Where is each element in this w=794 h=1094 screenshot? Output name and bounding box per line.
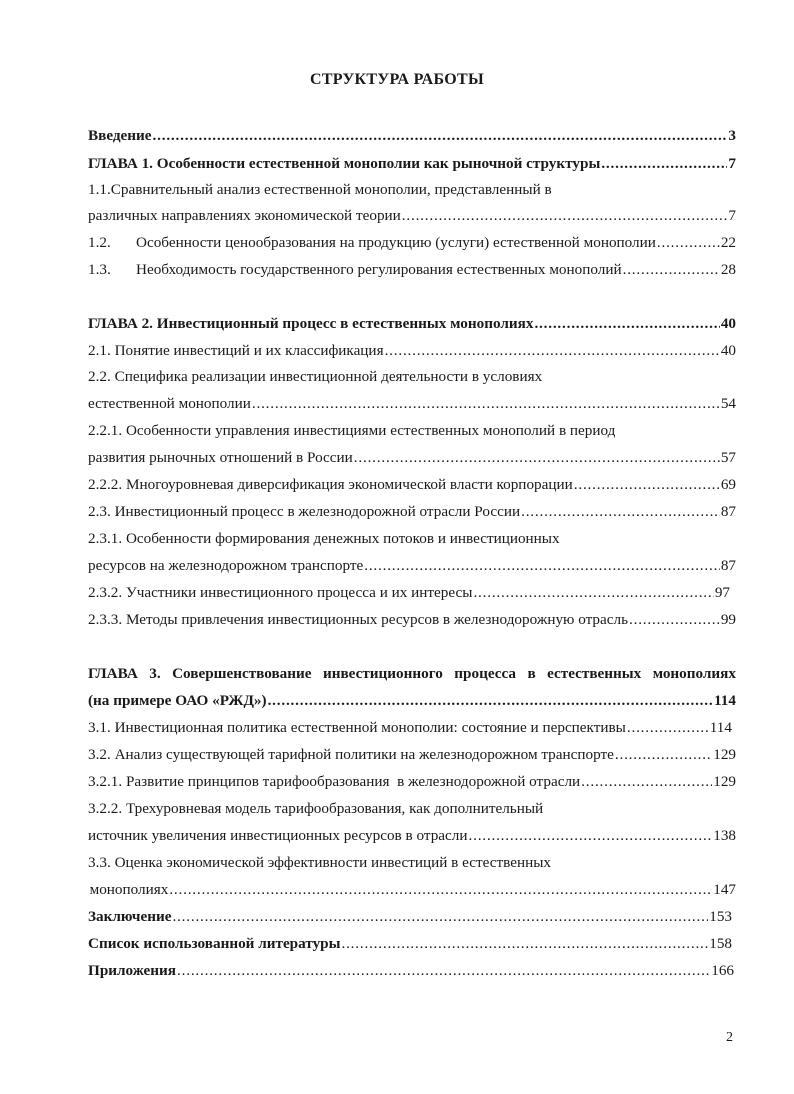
toc-entry-3-3-line1: 3.3. Оценка экономической эффективности инвестиций в естественных: [88, 854, 552, 871]
page-number: 2: [726, 1030, 733, 1045]
toc-page: 97: [714, 584, 730, 601]
toc-leader: [364, 556, 720, 576]
toc-word: процесса: [454, 665, 517, 682]
toc-entry-chapter-1: [88, 154, 736, 174]
toc-entry-2-3-3: [88, 610, 736, 630]
toc-leader: [623, 260, 720, 280]
toc-page: 166: [711, 962, 734, 979]
toc-entry-1-3: [88, 260, 736, 280]
toc-leader: [268, 691, 713, 711]
toc-entry-2-2-1-line1: 2.2.1. Особенности управления инвестициями естественных монополий в период: [88, 422, 616, 439]
toc-entry-chapter-3-line2: [88, 691, 736, 711]
toc-label: ГЛАВА 2. Инвестиционный процесс в естественных монополиях: [88, 315, 534, 332]
toc-entry-2-2-line2: [88, 394, 736, 414]
toc-page: 7: [728, 207, 736, 224]
toc-entry-2-2-1-line2: [88, 448, 736, 468]
toc-page: 153: [709, 908, 732, 925]
toc-entry-1-2: [88, 233, 736, 253]
toc-number: 1.1.: [88, 181, 111, 198]
toc-page: 129: [713, 746, 736, 763]
toc-leader: [473, 583, 713, 603]
toc-label: 2.3. Инвестиционный процесс в железнодорожной отрасли России: [88, 503, 521, 520]
toc-entry-1-1-line1: [88, 180, 736, 200]
toc-label: Список использованной литературы: [88, 935, 341, 952]
toc-entry-chapter-2: [88, 314, 736, 334]
page-title: СТРУКТУРА РАБОТЫ: [309, 71, 485, 88]
toc-leader: [177, 961, 710, 981]
toc-entry-appendix: [88, 961, 734, 981]
toc-label: 2.1. Понятие инвестиций и их классификация: [88, 342, 384, 359]
toc-page: 69: [720, 476, 736, 493]
toc-entry-1-1-line2: [88, 206, 736, 226]
toc-page: 40: [720, 315, 736, 332]
toc-entry-2-1: [88, 341, 736, 361]
toc-label: развития рыночных отношений в России: [88, 449, 353, 466]
toc-leader: [341, 934, 708, 954]
toc-leader: [521, 502, 720, 522]
toc-label: монополиях: [89, 881, 169, 898]
toc-leader: [581, 772, 712, 792]
toc-label: Введение: [88, 127, 152, 144]
toc-label: (на примере ОАО «РЖД»): [88, 692, 267, 709]
toc-page: 138: [713, 827, 736, 844]
toc-leader: [469, 826, 713, 846]
toc-label: естественной монополии: [88, 395, 251, 412]
toc-label: ресурсов на железнодорожном транспорте: [88, 557, 364, 574]
toc-page: 40: [720, 342, 736, 359]
toc-entry-3-1: [88, 718, 732, 738]
toc-label: Сравнительный анализ естественной монополии, представленный в: [110, 181, 552, 198]
toc-entry-conclusion: [88, 907, 732, 927]
toc-page: 147: [713, 881, 736, 898]
toc-label: 3.1. Инвестиционная политика естественной монополии: состояние и перспективы: [88, 719, 626, 736]
toc-label: Особенности ценообразования на продукцию (услуги) естественной монополии: [136, 234, 656, 251]
toc-label: источник увеличения инвестиционных ресурсов в отрасли: [88, 827, 468, 844]
toc-word: 3.: [149, 665, 161, 682]
toc-entry-2-2-2: [88, 475, 736, 495]
toc-number: 1.2.: [88, 234, 111, 251]
toc-word: Совершенствование: [172, 665, 312, 682]
toc-leader: [534, 314, 719, 334]
toc-page: 22: [720, 234, 736, 251]
toc-entry-2-3-1-line2: [88, 556, 736, 576]
toc-leader: [601, 154, 727, 174]
toc-leader: [354, 448, 720, 468]
toc-page: 114: [714, 692, 736, 709]
toc-leader: [657, 233, 720, 253]
toc-leader: [172, 907, 708, 927]
toc-entry-2-3-1-line1: 2.3.1. Особенности формирования денежных потоков и инвестиционных: [88, 530, 560, 547]
toc-page: 3: [728, 127, 736, 144]
toc-leader: [574, 475, 720, 495]
toc-number: 1.3.: [88, 261, 111, 278]
toc-label: 3.2. Анализ существующей тарифной политики на железнодорожном транспорте: [88, 746, 614, 763]
toc-entry-2-3: [88, 502, 736, 522]
toc-entry-3-2-1: [88, 772, 736, 792]
toc-word: в: [527, 665, 536, 682]
toc-page: 129: [713, 773, 736, 790]
toc-label: ГЛАВА 1. Особенности естественной монополии как рыночной структуры: [88, 155, 601, 172]
toc-leader: [169, 880, 712, 900]
toc-label: различных направлениях экономической теории: [88, 207, 401, 224]
toc-leader: [402, 206, 728, 226]
toc-word: монополиях: [652, 665, 736, 682]
toc-page: 7: [728, 155, 736, 172]
toc-leader: [629, 610, 720, 630]
toc-label: Заключение: [88, 908, 172, 925]
toc-word: естественных: [547, 665, 642, 682]
toc-leader: [252, 394, 720, 414]
toc-leader: [627, 718, 709, 738]
toc-leader: [615, 745, 712, 765]
toc-label: Приложения: [88, 962, 177, 979]
toc-page: 57: [720, 449, 736, 466]
toc-label: 2.2.2. Многоуровневая диверсификация экономической власти корпорации: [88, 476, 573, 493]
toc-leader: [153, 126, 728, 146]
toc-entry-3-2: [88, 745, 736, 765]
toc-page: 87: [720, 503, 736, 520]
toc-page: 99: [720, 611, 736, 628]
toc-page: 87: [720, 557, 736, 574]
toc-label: 3.2.1. Развитие принципов тарифообразования в железнодорожной отрасли: [88, 773, 581, 790]
toc-page: 114: [709, 719, 732, 736]
toc-page: 54: [720, 395, 736, 412]
toc-entry-references: [88, 934, 732, 954]
toc-word: ГЛАВА: [88, 665, 138, 682]
toc-entry-2-3-2: [88, 583, 730, 603]
toc-label: Необходимость государственного регулирования естественных монополий: [136, 261, 622, 278]
toc-entry-3-2-2-line2: [88, 826, 736, 846]
toc-page: 158: [709, 935, 732, 952]
toc-page: 28: [720, 261, 736, 278]
toc-entry-chapter-3-line1: [88, 664, 736, 684]
toc-entry-3-3-line2: [88, 880, 736, 900]
toc-label: 2.3.3. Методы привлечения инвестиционных ресурсов в железнодорожную отрасль: [88, 611, 628, 628]
toc-word: инвестиционного: [322, 665, 443, 682]
toc-entry-intro: [88, 126, 736, 146]
toc-label: 2.3.2. Участники инвестиционного процесса и их интересы: [88, 584, 473, 601]
toc-entry-3-2-2-line1: 3.2.2. Трехуровневая модель тарифообразования, как дополнительный: [88, 800, 544, 817]
toc-entry-2-2-line1: 2.2. Специфика реализации инвестиционной деятельности в условиях: [88, 368, 543, 385]
toc-leader: [385, 341, 720, 361]
